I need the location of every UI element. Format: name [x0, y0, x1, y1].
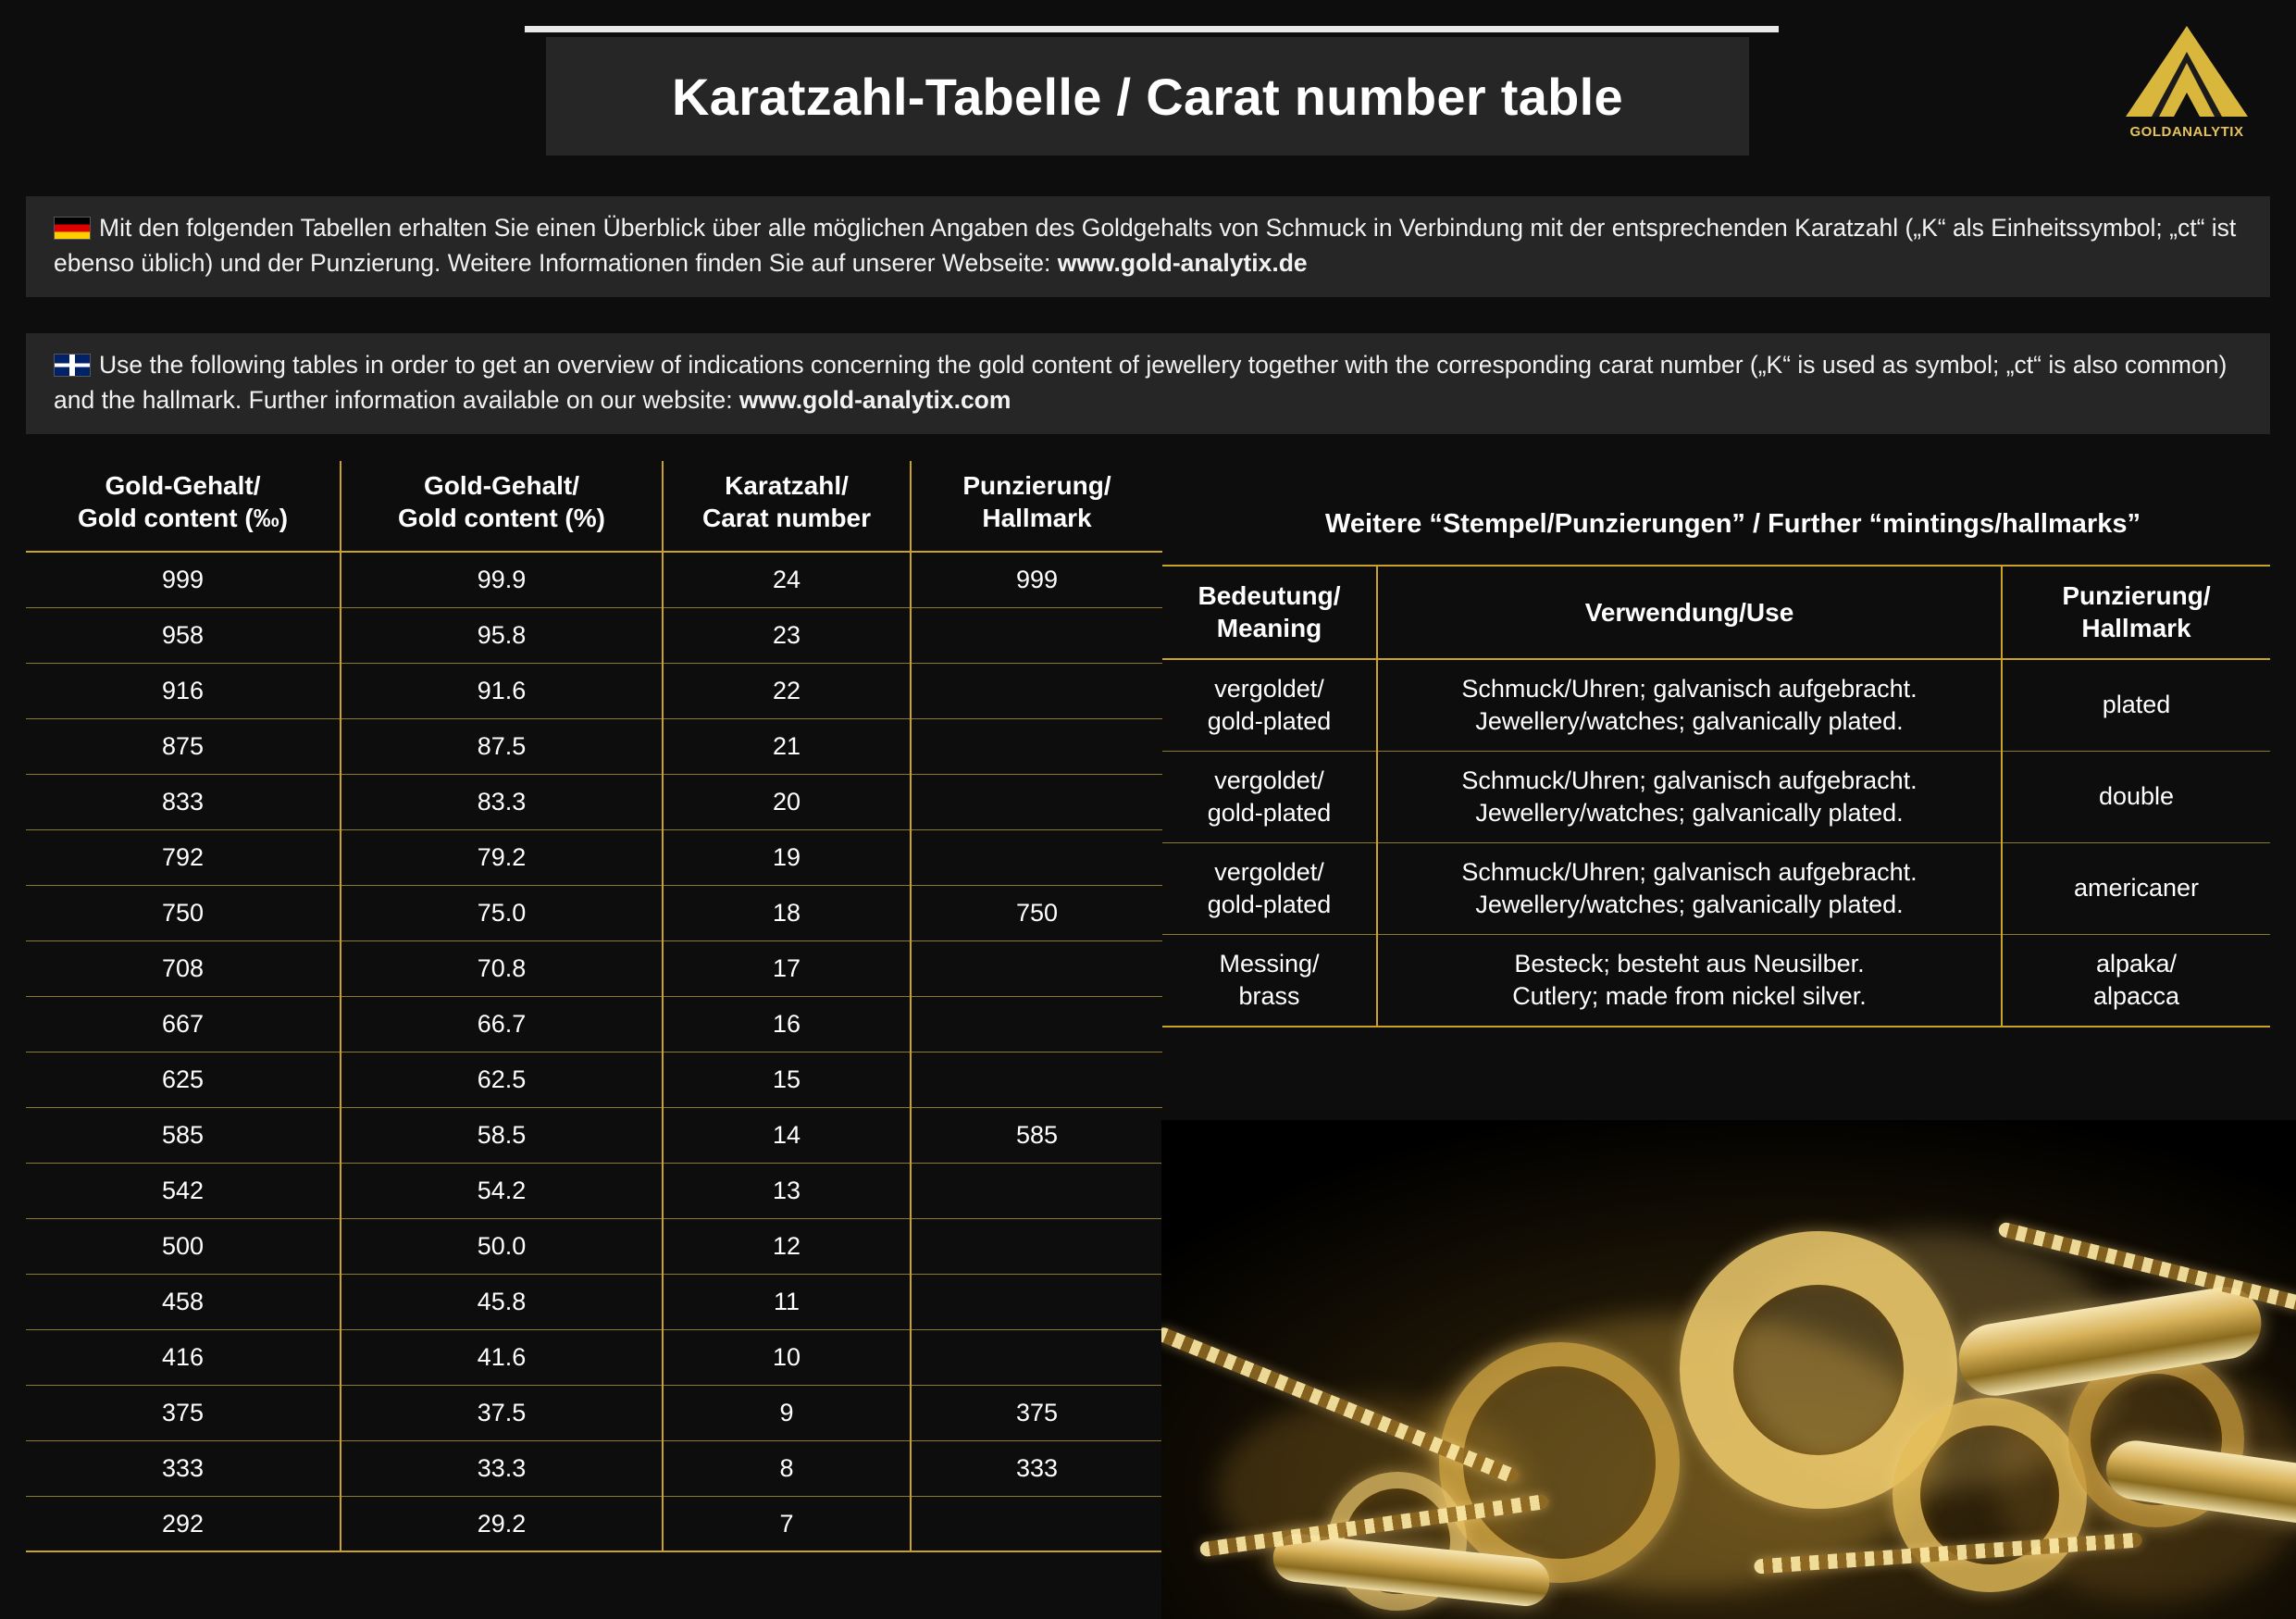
cell-gold-permille: 750	[26, 885, 341, 940]
cell-gold-percent: 70.8	[341, 940, 663, 996]
intro-german-text: Mit den folgenden Tabellen erhalten Sie einen Überblick über alle möglichen Angaben des Goldgehalts von Schmuck in Verbindung mit der entsprechenden Karatzahl („K“ als Einheitssymbol; „ct“ ist ebenso üblich) und der Punzierung. Weitere Informationen finden Sie auf unserer Webseite:	[54, 214, 2237, 277]
cell-hallmark	[911, 663, 1162, 718]
header-line-1: Gold-Gehalt/	[424, 471, 579, 500]
cell-hallmark	[911, 1274, 1162, 1329]
cell-gold-permille: 375	[26, 1385, 341, 1440]
cell-meaning	[1162, 751, 1377, 842]
table-row	[26, 940, 1162, 996]
cell-carat-number: 10	[663, 1329, 911, 1385]
cell-carat-number: 17	[663, 940, 911, 996]
cell-carat-number: 15	[663, 1052, 911, 1107]
text-line: alpaka/	[2095, 950, 2178, 978]
table-row	[26, 996, 1162, 1052]
table-row	[26, 1385, 1162, 1440]
table-row	[26, 552, 1162, 607]
header-line-1: Verwendung/Use	[1584, 597, 1794, 627]
table-row	[1162, 751, 2270, 842]
cell-use	[1377, 935, 2002, 1027]
flag-germany-icon	[54, 217, 91, 240]
table-row	[26, 1107, 1162, 1163]
column-header-hallmark	[2002, 566, 2270, 659]
cell-carat-number: 7	[663, 1496, 911, 1551]
cell-hallmark	[2002, 842, 2270, 934]
column-header-meaning	[1162, 566, 1377, 659]
header-line-1: Karatzahl/	[725, 471, 849, 500]
table-row	[26, 774, 1162, 829]
cell-gold-permille: 625	[26, 1052, 341, 1107]
header-line-2: Carat number	[701, 503, 872, 532]
table-row	[26, 1163, 1162, 1218]
table-row	[26, 1218, 1162, 1274]
cell-gold-permille: 833	[26, 774, 341, 829]
cell-gold-permille: 458	[26, 1274, 341, 1329]
cell-gold-permille: 916	[26, 663, 341, 718]
cell-gold-percent: 62.5	[341, 1052, 663, 1107]
text-line: vergoldet/	[1214, 674, 1324, 703]
cell-gold-permille: 958	[26, 607, 341, 663]
cell-gold-percent: 87.5	[341, 718, 663, 774]
cell-hallmark	[911, 1329, 1162, 1385]
text-line: vergoldet/	[1214, 766, 1324, 794]
cell-hallmark	[2002, 935, 2270, 1027]
cell-meaning	[1162, 659, 1377, 752]
cell-gold-percent: 83.3	[341, 774, 663, 829]
column-header-use	[1377, 566, 2002, 659]
table-row	[26, 1329, 1162, 1385]
cell-gold-permille: 542	[26, 1163, 341, 1218]
cell-carat-number: 13	[663, 1163, 911, 1218]
cell-gold-percent: 79.2	[341, 829, 663, 885]
column-header-gold-content-permille	[26, 461, 341, 552]
cell-gold-percent: 75.0	[341, 885, 663, 940]
gold-jewellery-photo	[1161, 1120, 2296, 1619]
cell-carat-number: 19	[663, 829, 911, 885]
intro-german	[26, 196, 2270, 297]
table-row	[26, 663, 1162, 718]
cell-gold-percent: 54.2	[341, 1163, 663, 1218]
column-header-gold-content-percent	[341, 461, 663, 552]
cell-hallmark	[2002, 659, 2270, 752]
cell-gold-percent: 91.6	[341, 663, 663, 718]
text-line: gold-plated	[1207, 706, 1332, 735]
text-line: Cutlery; made from nickel silver.	[1512, 982, 1867, 1011]
table-row	[26, 829, 1162, 885]
column-header-carat-number	[663, 461, 911, 552]
cell-gold-permille: 999	[26, 552, 341, 607]
table-row	[1162, 659, 2270, 752]
cell-gold-permille: 875	[26, 718, 341, 774]
text-line: Schmuck/Uhren; galvanisch aufgebracht.	[1461, 766, 1917, 794]
table-row	[26, 1440, 1162, 1496]
header-line-2: Gold content (‰)	[77, 503, 289, 532]
cell-gold-permille: 500	[26, 1218, 341, 1274]
cell-hallmark	[2002, 751, 2270, 842]
header-line-2: Meaning	[1216, 614, 1322, 643]
cell-hallmark	[911, 1052, 1162, 1107]
cell-carat-number: 21	[663, 718, 911, 774]
cell-gold-percent: 58.5	[341, 1107, 663, 1163]
cell-carat-number: 16	[663, 996, 911, 1052]
table-row	[26, 1274, 1162, 1329]
cell-gold-permille: 292	[26, 1496, 341, 1551]
hallmark-table-header-row	[1162, 566, 2270, 659]
cell-carat-number: 9	[663, 1385, 911, 1440]
text-line: Jewellery/watches; galvanically plated.	[1475, 890, 1904, 918]
table-row	[26, 1052, 1162, 1107]
title-box	[546, 37, 1749, 156]
cell-gold-permille: 792	[26, 829, 341, 885]
logo-wordmark: GOLDANALYTIX	[2129, 124, 2244, 140]
cell-gold-percent: 33.3	[341, 1440, 663, 1496]
cell-hallmark	[911, 607, 1162, 663]
cell-carat-number: 18	[663, 885, 911, 940]
cell-use	[1377, 659, 2002, 752]
table-row	[26, 885, 1162, 940]
text-line: Besteck; besteht aus Neusilber.	[1514, 950, 1865, 978]
intro-german-link[interactable]: www.gold-analytix.de	[1057, 248, 1308, 277]
table-row	[26, 1496, 1162, 1551]
cell-hallmark: 585	[911, 1107, 1162, 1163]
cell-hallmark: 333	[911, 1440, 1162, 1496]
cell-hallmark	[911, 996, 1162, 1052]
cell-carat-number: 11	[663, 1274, 911, 1329]
table-row	[1162, 935, 2270, 1027]
column-header-hallmark	[911, 461, 1162, 552]
cell-hallmark	[911, 1496, 1162, 1551]
cell-hallmark	[911, 940, 1162, 996]
cell-carat-number: 20	[663, 774, 911, 829]
cell-hallmark	[911, 718, 1162, 774]
text-line: brass	[1238, 982, 1300, 1011]
cell-gold-permille: 708	[26, 940, 341, 996]
text-line: alpacca	[2092, 982, 2180, 1011]
cell-gold-percent: 99.9	[341, 552, 663, 607]
text-line: plated	[2102, 691, 2171, 719]
cell-gold-permille: 416	[26, 1329, 341, 1385]
cell-use	[1377, 842, 2002, 934]
cell-gold-permille: 667	[26, 996, 341, 1052]
logo-mark-icon	[2122, 20, 2252, 122]
flag-uk-icon	[54, 354, 91, 377]
header-line-1: Gold-Gehalt/	[105, 471, 261, 500]
header-line-2: Hallmark	[982, 503, 1092, 532]
cell-carat-number: 8	[663, 1440, 911, 1496]
cell-gold-permille: 585	[26, 1107, 341, 1163]
text-line: Schmuck/Uhren; galvanisch aufgebracht.	[1461, 857, 1917, 886]
text-line: Jewellery/watches; galvanically plated.	[1475, 798, 1904, 827]
cell-hallmark: 375	[911, 1385, 1162, 1440]
intro-english	[26, 333, 2270, 434]
text-line: double	[2098, 782, 2175, 811]
cell-carat-number: 24	[663, 552, 911, 607]
cell-carat-number: 12	[663, 1218, 911, 1274]
page-title: Karatzahl-Tabelle / Carat number table	[672, 67, 1623, 126]
header-line-2: Gold content (%)	[398, 503, 605, 532]
cell-hallmark: 750	[911, 885, 1162, 940]
table-row	[1162, 842, 2270, 934]
table-row	[26, 607, 1162, 663]
goldanalytix-logo	[2122, 20, 2252, 150]
cell-carat-number: 22	[663, 663, 911, 718]
cell-hallmark: 999	[911, 552, 1162, 607]
text-line: vergoldet/	[1214, 857, 1324, 886]
cell-gold-percent: 95.8	[341, 607, 663, 663]
page-header	[0, 0, 2296, 176]
hallmark-section-title: Weitere “Stempel/Punzierungen” / Further “mintings/hallmarks”	[1325, 509, 2141, 539]
cell-gold-percent: 50.0	[341, 1218, 663, 1274]
carat-number-table	[26, 461, 1162, 1552]
intro-english-text: Use the following tables in order to get an overview of indications concerning the gold content of jewellery together with the corresponding carat number („K“ is used as symbol; „ct“ is also common) and the hallmark. Further information available on our website:	[54, 351, 2228, 414]
header-line-2: Hallmark	[2081, 614, 2191, 643]
cell-meaning	[1162, 935, 1377, 1027]
cell-meaning	[1162, 842, 1377, 934]
cell-gold-permille: 333	[26, 1440, 341, 1496]
table-row	[26, 718, 1162, 774]
gold-ring	[1893, 1398, 2087, 1592]
hallmark-table	[1162, 565, 2270, 1027]
cell-use	[1377, 751, 2002, 842]
text-line: americaner	[2073, 874, 2200, 903]
intro-english-link[interactable]: www.gold-analytix.com	[738, 385, 1011, 414]
carat-table-header-row	[26, 461, 1162, 552]
cell-hallmark	[911, 774, 1162, 829]
text-line: gold-plated	[1207, 890, 1332, 918]
header-line-1: Punzierung/	[962, 471, 1111, 500]
text-line: Messing/	[1219, 950, 1320, 978]
header-line-1: Punzierung/	[2062, 581, 2211, 610]
cell-hallmark	[911, 829, 1162, 885]
cell-gold-percent: 45.8	[341, 1274, 663, 1329]
text-line: gold-plated	[1207, 798, 1332, 827]
cell-hallmark	[911, 1218, 1162, 1274]
cell-carat-number: 14	[663, 1107, 911, 1163]
cell-gold-percent: 41.6	[341, 1329, 663, 1385]
cell-gold-percent: 29.2	[341, 1496, 663, 1551]
text-line: Schmuck/Uhren; galvanisch aufgebracht.	[1461, 674, 1917, 703]
cell-hallmark	[911, 1163, 1162, 1218]
cell-carat-number: 23	[663, 607, 911, 663]
title-top-rule	[525, 26, 1779, 32]
header-line-1: Bedeutung/	[1198, 581, 1341, 610]
cell-gold-percent: 37.5	[341, 1385, 663, 1440]
text-line: Jewellery/watches; galvanically plated.	[1475, 706, 1904, 735]
cell-gold-percent: 66.7	[341, 996, 663, 1052]
